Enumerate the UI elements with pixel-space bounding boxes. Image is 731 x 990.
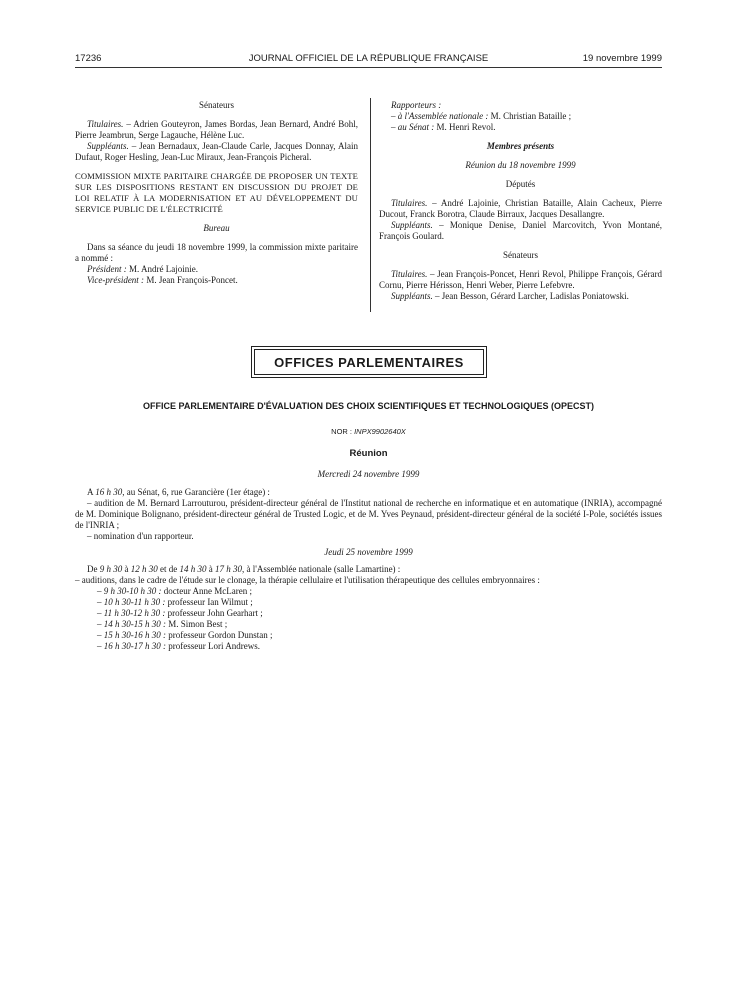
left-column bbox=[75, 100, 358, 286]
day2-date: Jeudi 25 novembre 1999 bbox=[324, 547, 413, 557]
membres-presents-heading: Membres présents bbox=[486, 141, 555, 151]
rapporteur-an-name: M. Christian Bataille ; bbox=[488, 111, 572, 121]
schedule-time: 15 h 30-16 h 30 : bbox=[103, 630, 166, 640]
day2-a-2: à bbox=[206, 564, 215, 574]
schedule-who: professeur Ian Wilmut ; bbox=[165, 597, 253, 607]
schedule-item bbox=[75, 630, 662, 641]
commission-title: COMMISSION MIXTE PARITAIRE CHARGÉE DE PROPOSER UN TEXTE SUR LES DISPOSITIONS RESTANT EN DISCUSSION DU PROJET DE LOI RELATIF À LA MODERNISATION ET AU DÉVELOPPEMENT DU SERVICE PUBLIC DE L'ÉLECTRICITÉ bbox=[75, 171, 358, 214]
dep-titulaires-text: – André Lajoinie, Christian Bataille, Alain Cacheux, Pierre Ducout, Franck Borotra, Claude Birraux, Jacques Desallangre. bbox=[379, 198, 662, 219]
offices-parlementaires-box: OFFICES PARLEMENTAIRES bbox=[254, 349, 484, 375]
day1-intro-prefix: A bbox=[87, 487, 96, 497]
dep-titulaires-label: Titulaires. bbox=[391, 198, 428, 208]
day2-time-3: 14 h 30 bbox=[179, 564, 207, 574]
nor-line bbox=[75, 426, 662, 437]
sen-suppleants-paragraph bbox=[379, 291, 662, 302]
right-column bbox=[379, 100, 662, 302]
nor-label: NOR : bbox=[331, 427, 353, 436]
senateurs-heading-right: Sénateurs bbox=[503, 250, 538, 260]
schedule-item bbox=[75, 597, 662, 608]
page-number: 17236 bbox=[75, 53, 102, 64]
dep-suppleants-label: Suppléants. bbox=[391, 220, 433, 230]
schedule-who: professeur Lori Andrews. bbox=[166, 641, 260, 651]
deputes-heading: Députés bbox=[505, 179, 536, 189]
schedule-time: 11 h 30-12 h 30 : bbox=[103, 608, 166, 618]
schedule-time: 9 h 30-10 h 30 : bbox=[103, 586, 162, 596]
schedule-item bbox=[75, 641, 662, 652]
schedule-item bbox=[75, 608, 662, 619]
schedule-who: professeur John Gearhart ; bbox=[165, 608, 263, 618]
issue-date: 19 novembre 1999 bbox=[582, 53, 662, 64]
schedule-dash: – bbox=[97, 641, 104, 651]
schedule-dash: – bbox=[97, 597, 104, 607]
schedule-who: docteur Anne McLaren ; bbox=[161, 586, 252, 596]
bureau-heading: Bureau bbox=[203, 223, 230, 233]
sen-suppleants-text: – Jean Besson, Gérard Larcher, Ladislas Poniatowski. bbox=[432, 291, 629, 301]
rapporteur-an-line: – à l'Assemblée nationale : M. Christian Bataille ; bbox=[391, 111, 572, 121]
schedule-item bbox=[75, 586, 662, 597]
vice-president-label: Vice-président : bbox=[87, 275, 145, 285]
schedule-dash: – bbox=[97, 619, 104, 629]
day1-intro bbox=[75, 487, 662, 498]
day2-time-1: 9 h 30 bbox=[99, 564, 123, 574]
sen-titulaires-label: Titulaires. bbox=[391, 269, 428, 279]
schedule-who: professeur Gordon Dunstan ; bbox=[166, 630, 273, 640]
vice-president-name: M. Jean François-Poncet. bbox=[144, 275, 238, 285]
journal-title: JOURNAL OFFICIEL DE LA RÉPUBLIQUE FRANÇAISE bbox=[248, 53, 489, 64]
schedule-time: 10 h 30-11 h 30 : bbox=[103, 597, 166, 607]
day1-intro-rest: , au Sénat, 6, rue Garancière (1er étage) : bbox=[122, 487, 270, 497]
dep-suppleants-paragraph bbox=[379, 220, 662, 242]
schedule-item bbox=[75, 619, 662, 630]
schedule-dash: – bbox=[97, 608, 104, 618]
rapporteurs-label: Rapporteurs : bbox=[391, 100, 442, 110]
day2-auditions: – auditions, dans le cadre de l'étude sur le clonage, la thérapie cellulaire et l'utilisation thérapeutique des cellules embryonnaires : bbox=[75, 575, 540, 585]
reunion-heading: Réunion bbox=[349, 448, 388, 459]
schedule-dash: – bbox=[97, 586, 104, 596]
titulaires-label: Titulaires. bbox=[87, 119, 124, 129]
sen-suppleants-label: Suppléants. bbox=[391, 291, 433, 301]
day2-time-2: 12 h 30 bbox=[130, 564, 158, 574]
day2-body bbox=[75, 564, 662, 652]
suppleants-text: – Jean Bernadaux, Jean-Claude Carle, Jacques Donnay, Alain Dufaut, Roger Hesling, Jean-Luc Miraux, Jean-François Picheral. bbox=[75, 141, 358, 162]
titulaires-paragraph bbox=[75, 119, 358, 141]
opecst-title: OFFICE PARLEMENTAIRE D'ÉVALUATION DES CHOIX SCIENTIFIQUES ET TECHNOLOGIQUES (OPECST) bbox=[143, 401, 594, 411]
rapporteur-senat-label: au Sénat : bbox=[397, 122, 435, 132]
day2-time-4: 17 h 30 bbox=[215, 564, 242, 574]
day2-a-1: à bbox=[122, 564, 131, 574]
seance-text: Dans sa séance du jeudi 18 novembre 1999, la commission mixte paritaire a nommé : bbox=[75, 242, 358, 263]
day2-intro bbox=[75, 564, 662, 575]
page-header bbox=[75, 53, 662, 67]
reunion-date: Réunion du 18 novembre 1999 bbox=[465, 160, 576, 170]
dep-titulaires-paragraph bbox=[379, 198, 662, 220]
titulaires-text: – Adrien Gouteyron, James Bordas, Jean Bernard, André Bohl, Pierre Jeambrun, Serge Lagauche, Hélène Luc. bbox=[75, 119, 358, 140]
day2-intro-rest: , à l'Assemblée nationale (salle Lamartine) : bbox=[242, 564, 401, 574]
sen-titulaires-text: – Jean François-Poncet, Henri Revol, Philippe François, Gérard Cornu, Pierre Hérisson, Henri Weber, Pierre Lefebvre. bbox=[379, 269, 662, 290]
schedule-time: 16 h 30-17 h 30 : bbox=[103, 641, 166, 651]
header-rule bbox=[75, 67, 662, 68]
president-line bbox=[75, 264, 358, 275]
rapporteur-senat-name: M. Henri Revol. bbox=[434, 122, 496, 132]
day1-time: 16 h 30 bbox=[95, 487, 123, 497]
senateurs-heading: Sénateurs bbox=[199, 100, 234, 110]
schedule-who: M. Simon Best ; bbox=[166, 619, 228, 629]
schedule-time: 14 h 30-15 h 30 : bbox=[103, 619, 166, 629]
day2-et: et de bbox=[157, 564, 180, 574]
suppleants-label: Suppléants. bbox=[87, 141, 129, 151]
sen-titulaires-paragraph bbox=[379, 269, 662, 291]
dep-suppleants-text: – Monique Denise, Daniel Marcovitch, Yvon Montané, François Goulard. bbox=[379, 220, 662, 241]
president-label: Président : bbox=[87, 264, 127, 274]
day1-item-audition: – audition de M. Bernard Larrouturou, président-directeur général de l'Institut national de recherche en informatique et en automatique (INRIA), accompagné de M. Dominique Bolignano, président-directeur général de Trusted Logic, et de M. Yves Peynaud, président-directeur général de la société I-Pole, sociétés issues de l'INRIA ; bbox=[75, 498, 662, 530]
day1-date: Mercredi 24 novembre 1999 bbox=[317, 469, 420, 479]
suppleants-paragraph bbox=[75, 141, 358, 163]
column-divider bbox=[370, 98, 371, 312]
vice-president-line bbox=[75, 275, 358, 286]
president-name: M. André Lajoinie. bbox=[126, 264, 198, 274]
schedule-dash: – bbox=[97, 630, 104, 640]
day1-body bbox=[75, 487, 662, 542]
rapporteur-an-label: à l'Assemblée nationale : bbox=[397, 111, 489, 121]
day1-item-nomination: – nomination d'un rapporteur. bbox=[87, 531, 194, 541]
day2-intro-de: De bbox=[87, 564, 100, 574]
rapporteur-senat-line: – au Sénat : M. Henri Revol. bbox=[391, 122, 496, 132]
nor-code: INPX9902640X bbox=[352, 427, 406, 436]
